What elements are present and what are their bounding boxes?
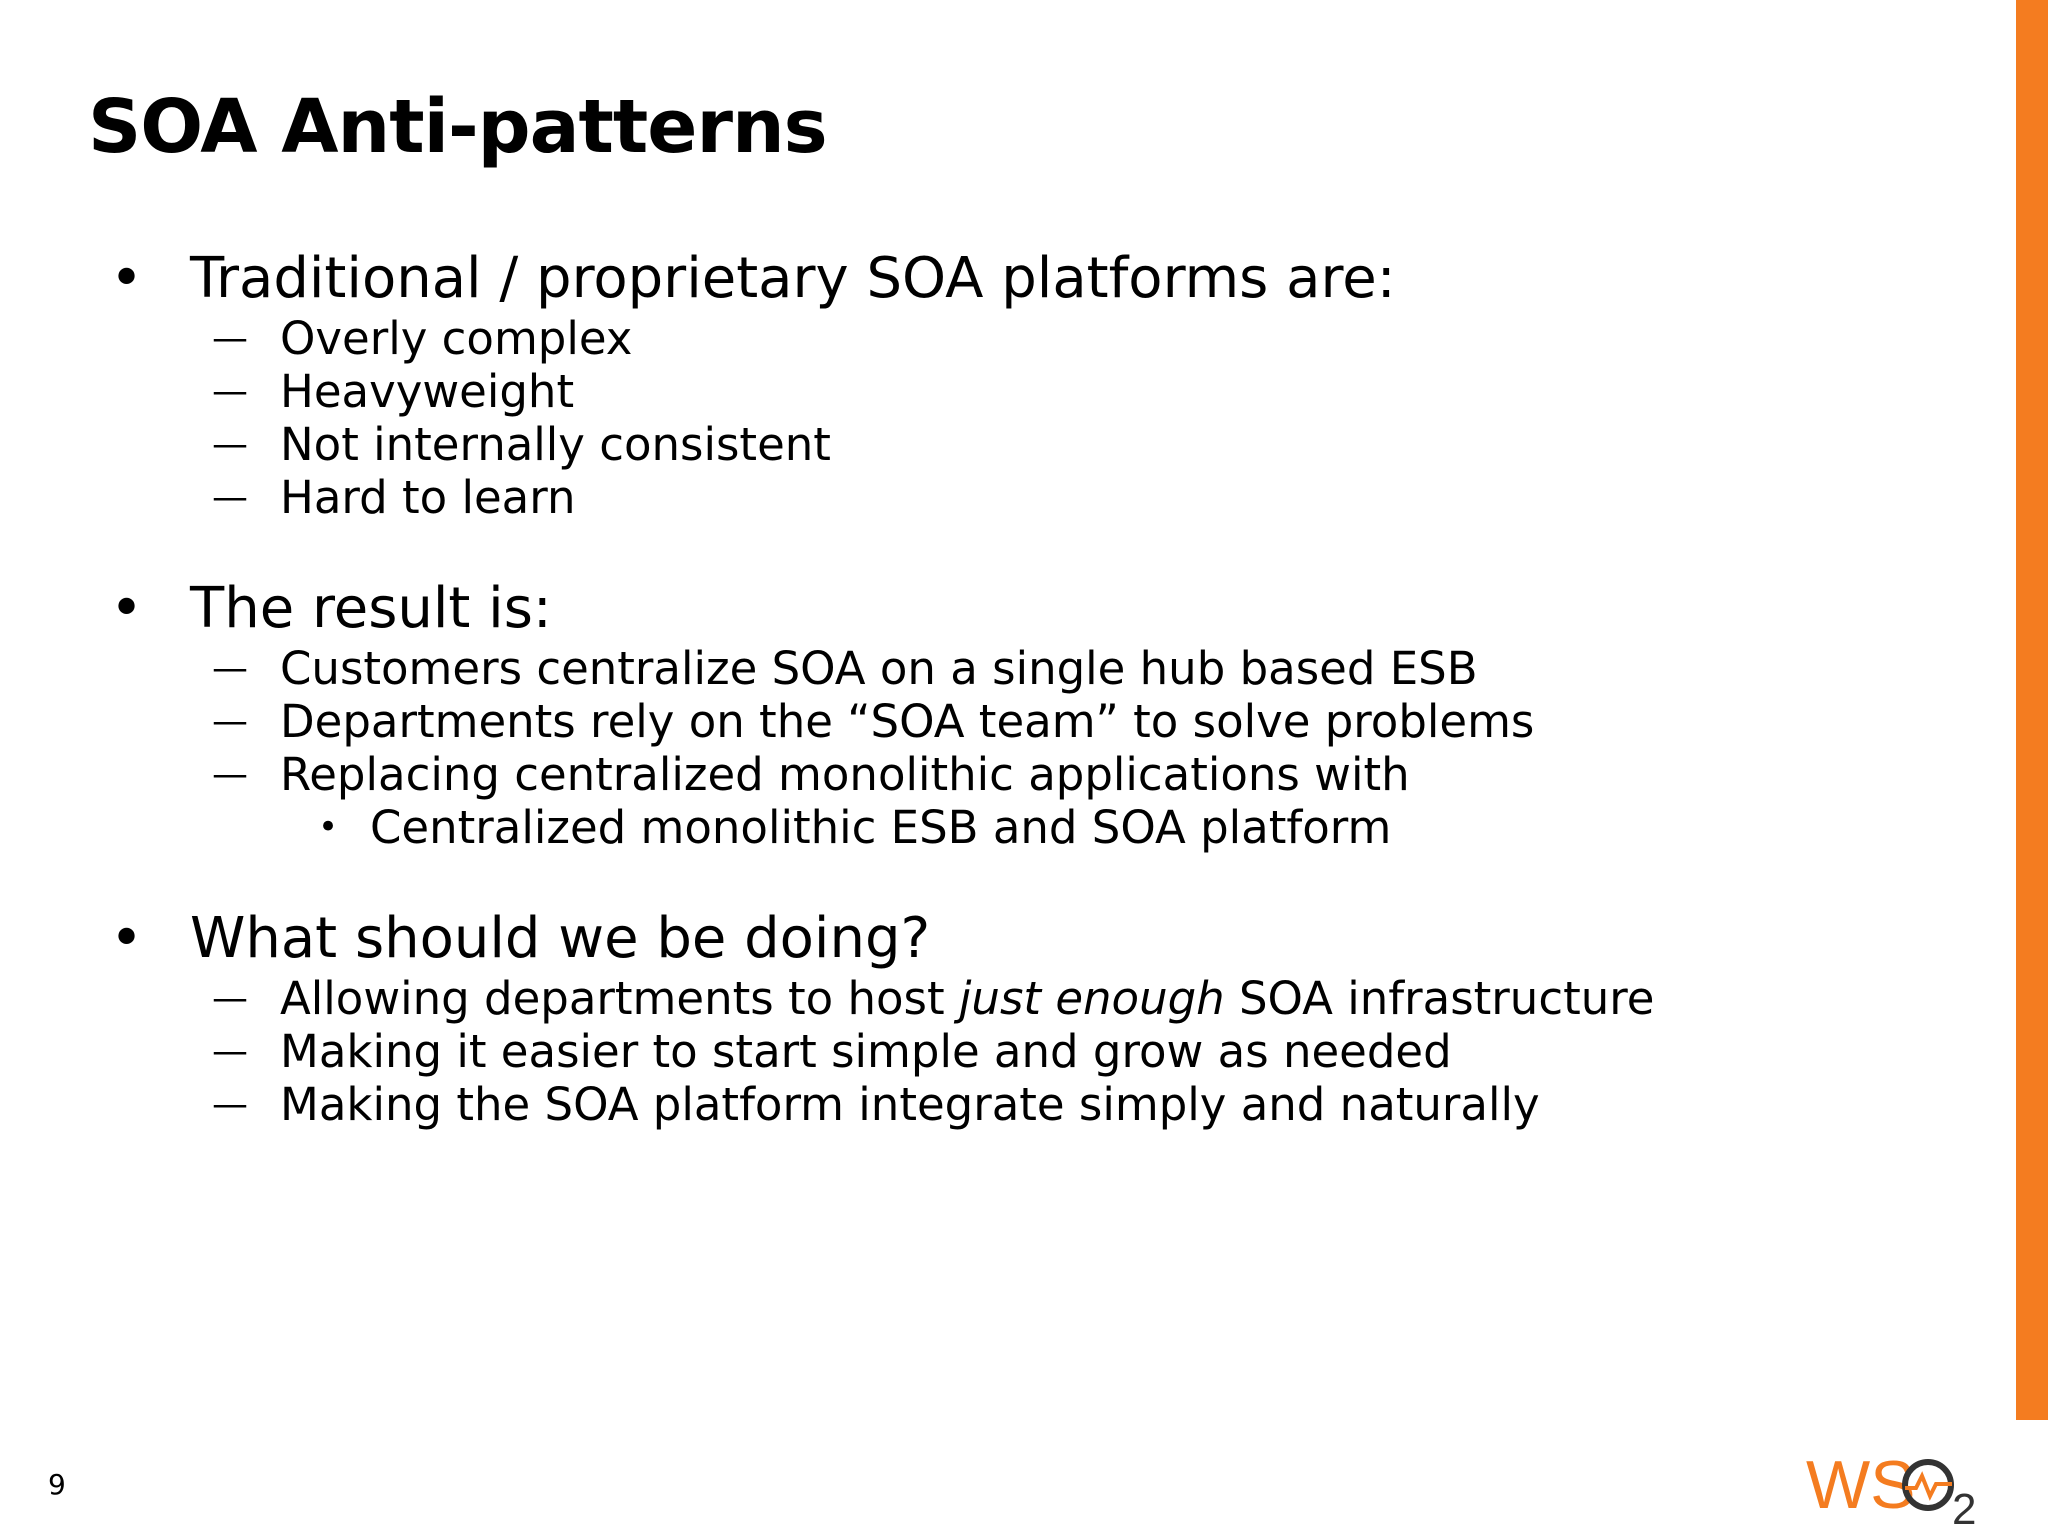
heading-text: The result is: bbox=[190, 576, 552, 641]
logo-ws-text: WS bbox=[1806, 1447, 1916, 1523]
section-platforms bbox=[110, 246, 1970, 524]
dash-icon: — bbox=[212, 1084, 248, 1125]
accent-bar bbox=[2016, 0, 2048, 1536]
dash-icon: — bbox=[212, 1031, 248, 1072]
bullet-icon: • bbox=[110, 576, 144, 641]
bullet-icon: • bbox=[110, 906, 144, 971]
sub-item bbox=[110, 365, 1970, 418]
dash-icon: — bbox=[212, 648, 248, 689]
sub-item bbox=[110, 695, 1970, 748]
slide-content bbox=[110, 246, 1970, 1183]
bullet-heading bbox=[110, 576, 1970, 642]
wso2-logo-icon bbox=[1806, 1438, 1986, 1528]
sub-item-text-end: SOA infrastructure bbox=[1224, 972, 1655, 1025]
sub-item bbox=[110, 1078, 1970, 1131]
bullet-icon: • bbox=[110, 246, 144, 311]
section-result bbox=[110, 576, 1970, 854]
dash-icon: — bbox=[212, 424, 248, 465]
sub-item-text: Replacing centralized monolithic applications with bbox=[280, 748, 1410, 801]
slide-title: SOA Anti-patterns bbox=[88, 84, 827, 170]
sub-item-text: Departments rely on the “SOA team” to solve problems bbox=[280, 695, 1535, 748]
section-what-should bbox=[110, 906, 1970, 1131]
sub-item-text: Customers centralize SOA on a single hub based ESB bbox=[280, 642, 1478, 695]
sub-item-text: Making it easier to start simple and grow as needed bbox=[280, 1025, 1452, 1078]
sub-item bbox=[110, 1025, 1970, 1078]
logo-2-text: 2 bbox=[1952, 1485, 1977, 1528]
sub-item-text: Hard to learn bbox=[280, 471, 576, 524]
sub-item bbox=[110, 972, 1970, 1025]
heading-text: Traditional / proprietary SOA platforms are: bbox=[190, 246, 1396, 311]
sub-item bbox=[110, 418, 1970, 471]
dash-icon: — bbox=[212, 978, 248, 1019]
dash-icon: — bbox=[212, 318, 248, 359]
sub-item-text-start: Allowing departments to host bbox=[280, 972, 959, 1025]
dash-icon: — bbox=[212, 371, 248, 412]
dash-icon: — bbox=[212, 754, 248, 795]
dash-icon: — bbox=[212, 701, 248, 742]
sub-item-text: Making the SOA platform integrate simply and naturally bbox=[280, 1078, 1540, 1131]
bullet-icon: • bbox=[318, 807, 339, 847]
slide-number: 9 bbox=[48, 1468, 66, 1501]
bullet-heading bbox=[110, 906, 1970, 972]
sub-item bbox=[110, 748, 1970, 801]
sub-item-text: Overly complex bbox=[280, 312, 633, 365]
emphasis-text: just enough bbox=[958, 972, 1225, 1025]
sub-item bbox=[110, 642, 1970, 695]
heading-text: What should we be doing? bbox=[190, 906, 931, 971]
dash-icon: — bbox=[212, 477, 248, 518]
sub-item bbox=[110, 471, 1970, 524]
bullet-heading bbox=[110, 246, 1970, 312]
sub-item-text: Heavyweight bbox=[280, 365, 575, 418]
sub-item bbox=[110, 312, 1970, 365]
sub-sub-item-text: Centralized monolithic ESB and SOA platform bbox=[370, 801, 1392, 854]
sub-item-text: Not internally consistent bbox=[280, 418, 831, 471]
sub-sub-item bbox=[110, 801, 1970, 854]
